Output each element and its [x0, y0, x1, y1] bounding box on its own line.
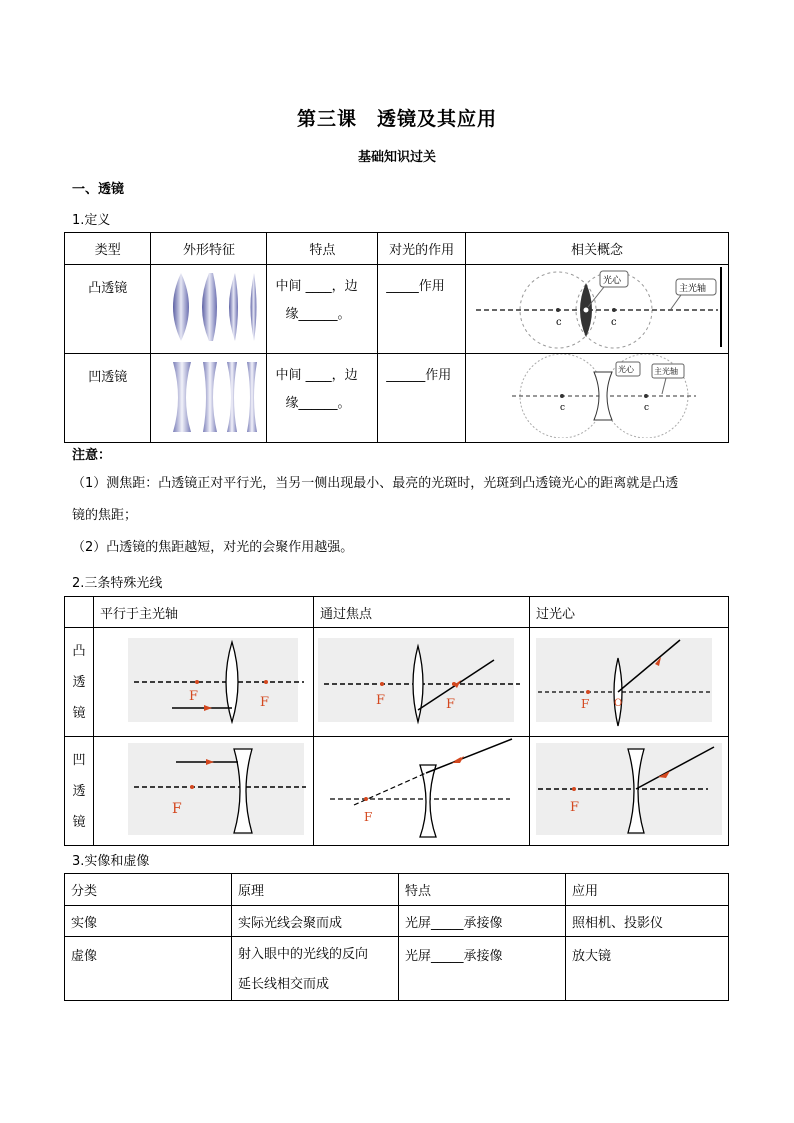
real-image-application: 照相机、投影仪	[566, 906, 729, 937]
header-effect: 对光的作用	[378, 233, 466, 265]
concave-shape-cell	[151, 354, 267, 443]
header-through-focus: 通过焦点	[314, 597, 530, 628]
convex-row-label	[65, 628, 94, 737]
virtual-image-category: 虚像	[65, 937, 232, 1001]
concave-concept-diagram	[466, 354, 728, 438]
convex-center-diagram	[530, 628, 726, 732]
convex-feature-line1: 中间 ____，边	[275, 279, 358, 294]
convex-parallel-diagram	[94, 628, 306, 732]
convex-concept-cell	[466, 265, 729, 354]
header-application: 应用	[566, 874, 729, 906]
concave-label-char-3: 镜	[72, 814, 86, 830]
convex-center-f: F	[581, 697, 590, 711]
concave-optical-center-label: 光心	[618, 365, 634, 374]
header-parallel: 平行于主光轴	[94, 597, 314, 628]
convex-c-right-label: c	[611, 317, 617, 328]
concave-focus-cell	[314, 737, 530, 846]
convex-focus-f-left: F	[376, 693, 386, 708]
concave-parallel-cell	[94, 737, 314, 846]
concave-concept-cell	[466, 354, 729, 443]
concave-center-f: F	[570, 800, 580, 815]
page-title: 第三课 透镜及其应用	[296, 108, 497, 130]
convex-lens-shapes-image	[151, 265, 265, 349]
concave-type: 凹透镜	[65, 354, 151, 443]
concave-main-axis-label: 主光轴	[654, 367, 678, 376]
header-through-center: 过光心	[530, 597, 729, 628]
convex-label-char-3: 镜	[72, 705, 86, 721]
notes-heading: 注意：	[72, 448, 112, 463]
concave-center-diagram	[530, 737, 726, 841]
convex-type: 凸透镜	[65, 265, 151, 354]
convex-parallel-cell	[94, 628, 314, 737]
notes-line1: （1）测焦距：凸透镜正对平行光，当另一侧出现最小、最亮的光斑时，光斑到凸透镜光心的距离就是凸透	[72, 476, 679, 491]
convex-concept-diagram	[466, 265, 728, 349]
corner-cell	[65, 597, 94, 628]
virtual-principle-line2: 延长线相交而成	[238, 977, 330, 992]
convex-parallel-f-left: F	[189, 689, 199, 704]
notes-line3: （2）凸透镜的焦距越短，对光的会聚作用越强。	[72, 540, 354, 555]
subsection-images: 3.实像和虚像	[72, 854, 150, 869]
subsection-special-rays: 2.三条特殊光线	[72, 576, 163, 591]
header-category: 分类	[65, 874, 232, 906]
convex-parallel-f-right: F	[260, 695, 270, 710]
convex-center-o: O	[614, 698, 623, 709]
convex-c-left-label: c	[556, 317, 562, 328]
convex-feature-line2: 缘______。	[285, 307, 351, 322]
lens-definition-table	[64, 232, 729, 443]
convex-focus-diagram	[314, 628, 522, 732]
subsection-definition: 1.定义	[72, 213, 111, 228]
convex-focus-cell	[314, 628, 530, 737]
convex-feature	[267, 265, 378, 354]
concave-effect: ______作用	[378, 354, 466, 443]
concave-focus-f: F	[364, 810, 373, 824]
real-image-feature: 光屏_____承接像	[399, 906, 566, 937]
concave-label-char-2: 透	[72, 783, 86, 799]
convex-label-char-1: 凸	[72, 643, 86, 659]
header-characteristic: 特点	[399, 874, 566, 906]
concave-focus-diagram	[314, 737, 522, 841]
header-type: 类型	[65, 233, 151, 265]
real-image-principle: 实际光线会聚而成	[232, 906, 399, 937]
special-rays-table	[64, 596, 729, 846]
notes-line2: 镜的焦距；	[72, 508, 138, 523]
header-concept: 相关概念	[466, 233, 729, 265]
concave-lens-shapes-image	[151, 354, 265, 438]
convex-label-char-2: 透	[72, 674, 86, 690]
virtual-principle-line1: 射入眼中的光线的反向	[238, 947, 369, 962]
concave-label-char-1: 凹	[72, 752, 86, 768]
concave-c-left-label: c	[560, 403, 566, 413]
concave-feature-line1: 中间 ____，边	[275, 368, 358, 383]
convex-optical-center-label: 光心	[603, 276, 622, 286]
virtual-image-feature: 光屏_____承接像	[399, 937, 566, 1001]
concave-feature	[267, 354, 378, 443]
real-image-category: 实像	[65, 906, 232, 937]
page-subtitle: 基础知识过关	[357, 150, 436, 165]
convex-main-axis-label: 主光轴	[679, 284, 707, 294]
header-shape: 外形特征	[151, 233, 267, 265]
concave-row-label	[65, 737, 94, 846]
convex-focus-f-right: F	[446, 697, 456, 712]
concave-center-cell	[530, 737, 729, 846]
header-feature: 特点	[267, 233, 378, 265]
real-virtual-image-table	[64, 873, 729, 1001]
header-principle: 原理	[232, 874, 399, 906]
concave-parallel-diagram	[94, 737, 306, 841]
concave-c-right-label: c	[644, 403, 650, 413]
section-heading: 一、透镜	[72, 182, 125, 197]
concave-feature-line2: 缘______。	[285, 396, 351, 411]
convex-center-cell	[530, 628, 729, 737]
concave-parallel-f: F	[172, 801, 182, 817]
convex-effect: _____作用	[378, 265, 466, 354]
virtual-image-principle	[232, 937, 399, 1001]
convex-shape-cell	[151, 265, 267, 354]
virtual-image-application: 放大镜	[566, 937, 729, 1001]
